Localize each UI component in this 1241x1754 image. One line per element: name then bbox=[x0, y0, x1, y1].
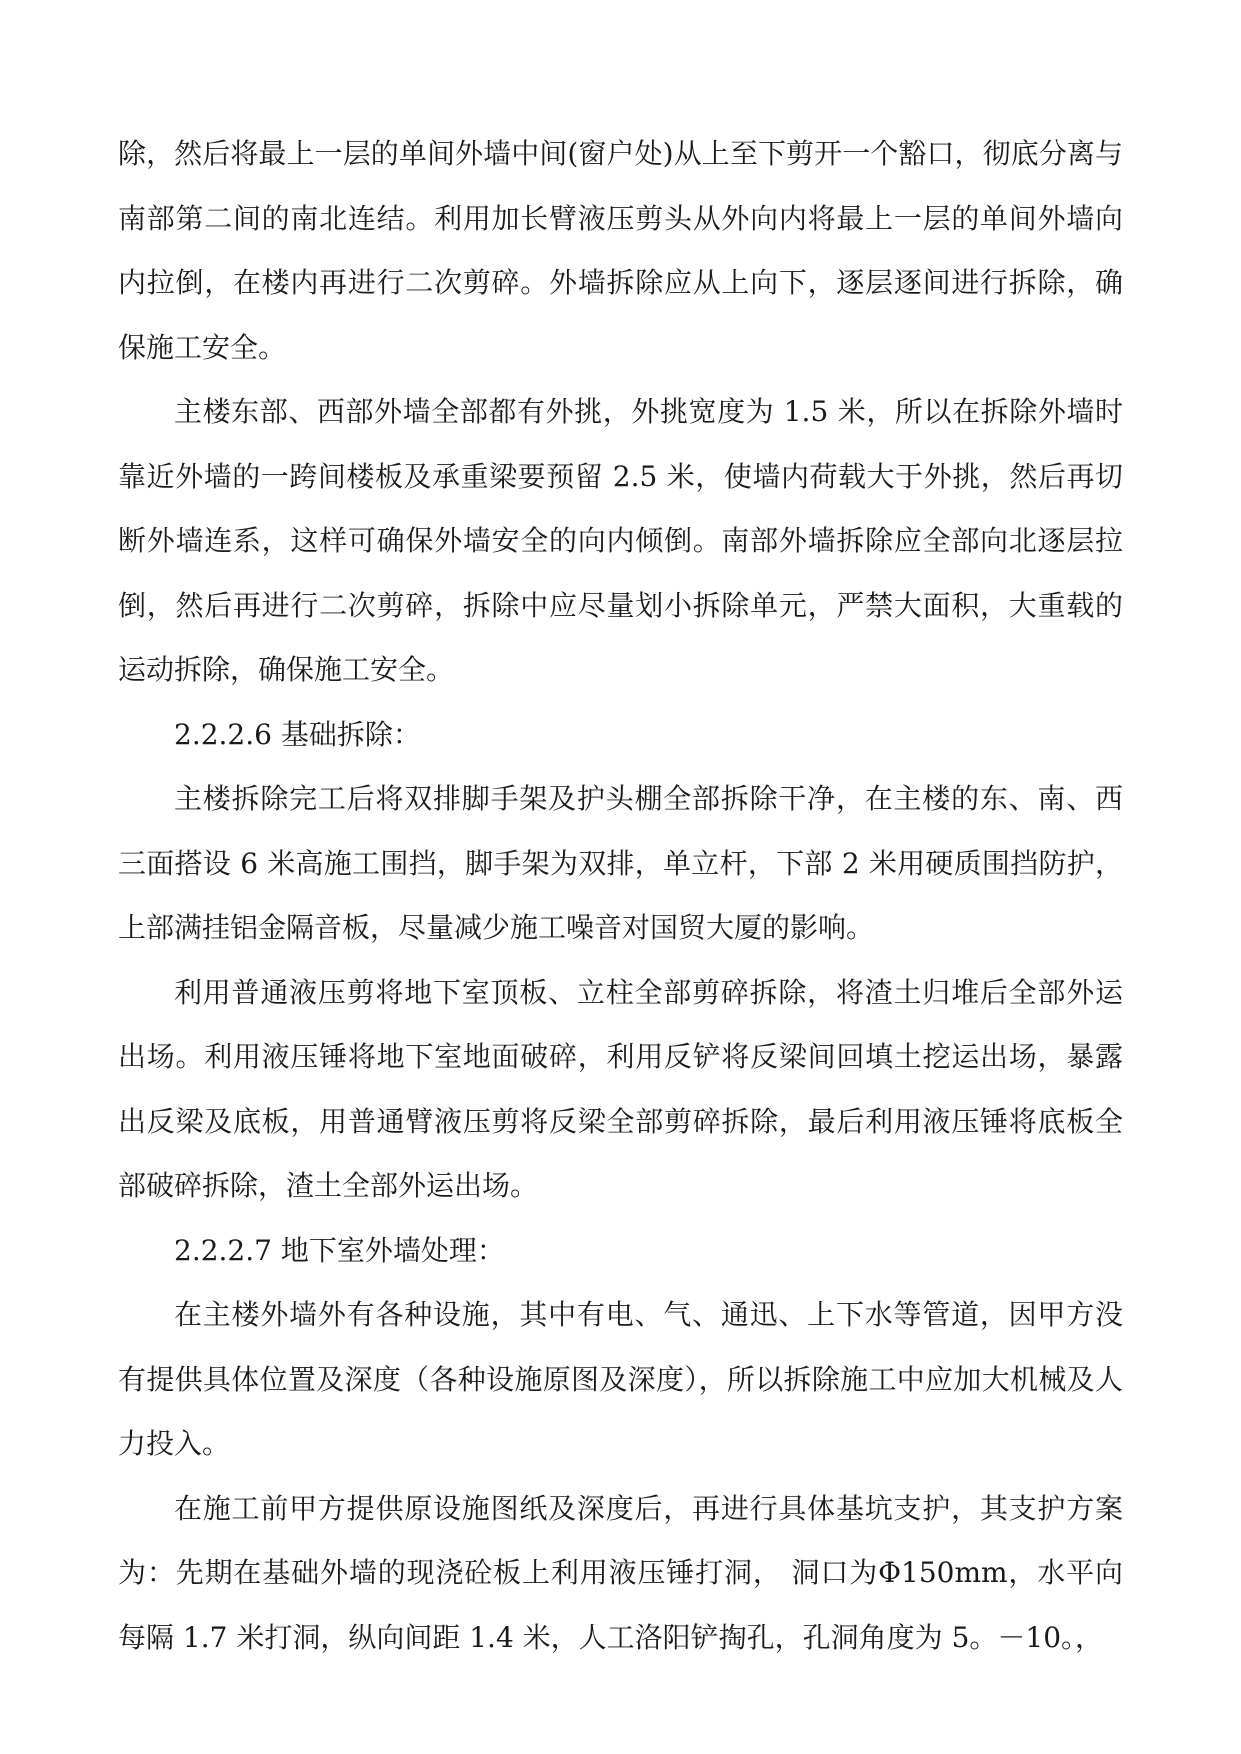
paragraph-scaffold-removal: 主楼拆除完工后将双排脚手架及护头棚全部拆除干净，在主楼的东、南、西三面搭设 6 米高施工围挡，脚手架为双排，单立杆，下部 2 米用硬质围挡防护，上部满挂铝金隔音板，尽量减少施工噪音对国贸大厦的影响。 bbox=[118, 782, 1123, 944]
paragraph-basement-demolition: 利用普通液压剪将地下室顶板、立柱全部剪碎拆除，将渣土归堆后全部外运出场。利用液压锤将地下室地面破碎，利用反铲将反梁间回填土挖运出场，暴露出反梁及底板，用普通臂液压剪将反梁全部剪碎拆除，最后利用液压锤将底板全部破碎拆除，渣土全部外运出场。 bbox=[118, 975, 1123, 1202]
paragraph-pit-support: 在施工前甲方提供原设施图纸及深度后，再进行具体基坑支护，其支护方案为：先期在基础外墙的现浇砼板上利用液压锤打洞， 洞口为Φ150mm，水平向每隔 1.7 米打洞，纵向间距 1.4 米，人工洛阳铲掏孔，孔洞角度为 5。－10。， bbox=[118, 1491, 1123, 1654]
section-heading-foundation-demolition: 2.2.2.6 基础拆除： bbox=[174, 717, 421, 751]
paragraph-utilities: 在主楼外墙外有各种设施，其中有电、气、通迅、上下水等管道，因甲方没有提供具体位置及深度（各种设施原图及深度），所以拆除施工中应加大机械及人力投入。 bbox=[118, 1298, 1123, 1460]
document-body bbox=[118, 122, 1123, 1670]
section-heading-basement-wall: 2.2.2.7 地下室外墙处理： bbox=[174, 1233, 505, 1267]
paragraph-continuation: 除，然后将最上一层的单间外墙中间(窗户处)从上至下剪开一个豁口，彻底分离与南部第二间的南北连结。利用加长臂液压剪头从外向内将最上一层的单间外墙向内拉倒，在楼内再进行二次剪碎。外墙拆除应从上向下，逐层逐间进行拆除，确保施工安全。 bbox=[118, 137, 1123, 364]
paragraph-outer-wall-overhang: 主楼东部、西部外墙全部都有外挑，外挑宽度为 1.5 米，所以在拆除外墙时靠近外墙的一跨间楼板及承重梁要预留 2.5 米，使墙内荷载大于外挑，然后再切断外墙连系，这样可确保外墙安全的向内倾倒。南部外墙拆除应全部向北逐层拉倒，然后再进行二次剪碎，拆除中应尽量划小拆除单元，严禁大面积，大重载的运动拆除，确保施工安全。 bbox=[118, 395, 1123, 686]
